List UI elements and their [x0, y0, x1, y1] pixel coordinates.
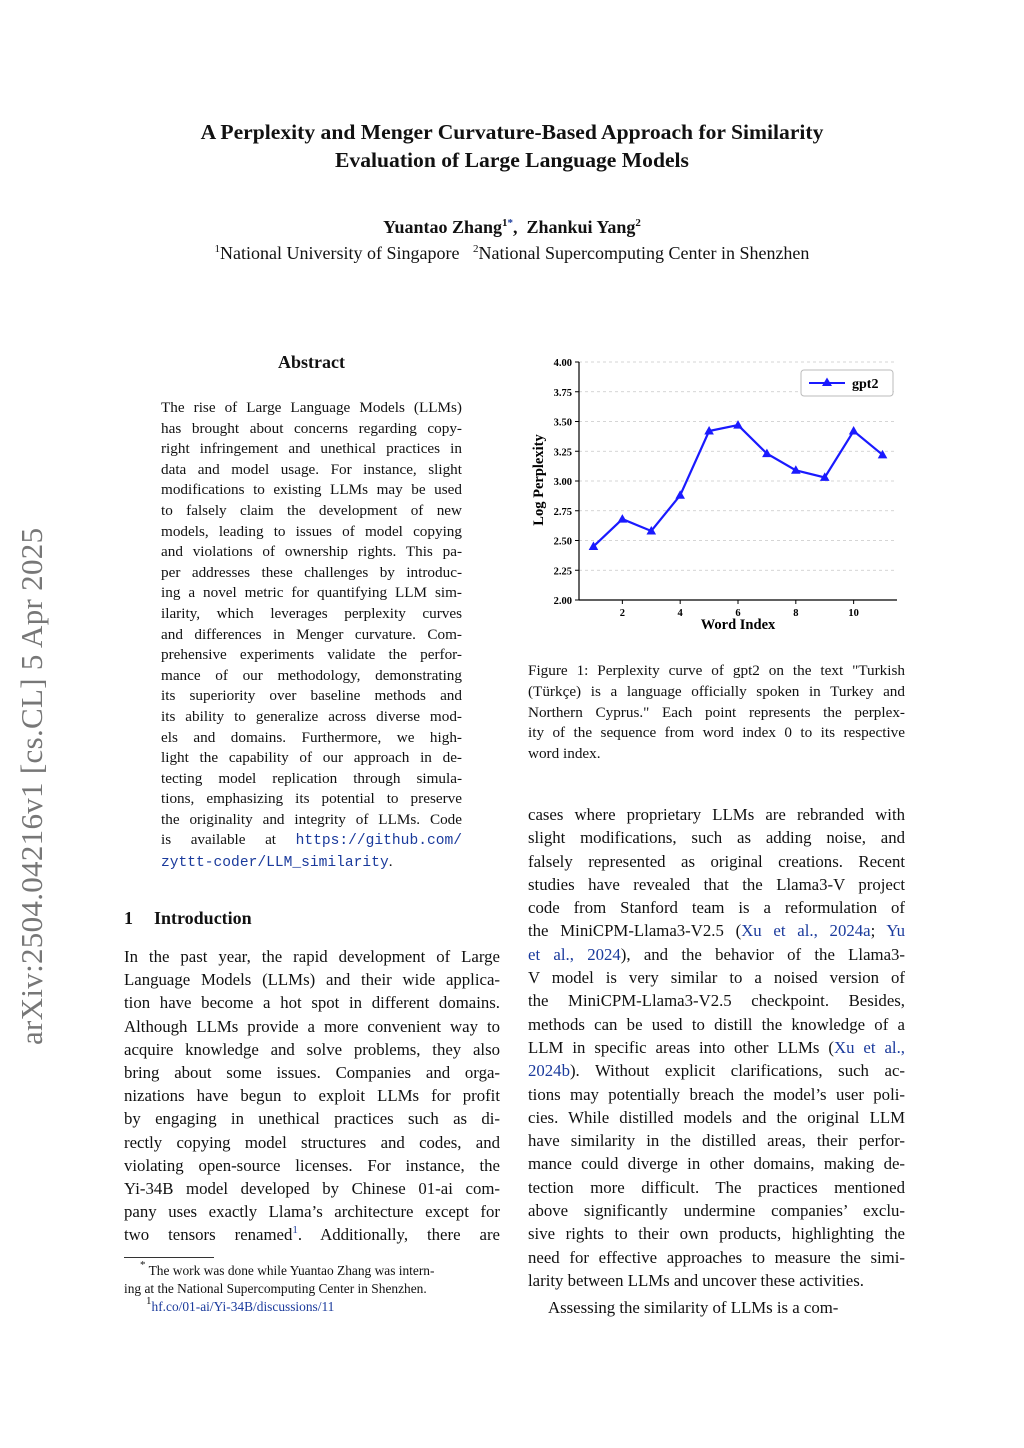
right-line: the MiniCPM-Llama3-V2.5 checkpoint. Besides,: [528, 991, 905, 1011]
chart-grid: [579, 362, 897, 600]
right-line: have similarity in the distilled areas, their perfor-: [528, 1131, 905, 1151]
rc-line6-prefix: the MiniCPM-Llama3-V2.5 (: [528, 921, 742, 941]
intro-last-line: [124, 1223, 500, 1246]
right-line-12: [528, 1059, 905, 1082]
y-tick-label: 3.50: [553, 417, 572, 429]
footnote-1-link[interactable]: hf.co/01-ai/Yi-34B/discussions/11: [151, 1299, 335, 1314]
footnotes: [124, 1259, 500, 1316]
affil-2: National Supercomputing Center in Shenzhen: [478, 243, 810, 263]
rc-line7-suffix: ), and the behavior of the Llama3-: [620, 944, 906, 964]
abstract-line: models, leading to issues of model copying: [161, 522, 462, 540]
citation-xu-2024b-year[interactable]: 2024b: [528, 1061, 570, 1081]
abstract-line: prehensive experiments validate the perfor-: [161, 646, 462, 664]
caption-line: word index.: [528, 745, 601, 763]
right-line: V model is very similar to a noised version of: [528, 968, 905, 988]
y-tick-label: 3.00: [553, 477, 572, 488]
abstract-line: tions, emphasizing its potential to preserve: [161, 790, 462, 808]
footnote-1-mark: 1: [146, 1295, 152, 1307]
y-tick-label: 4.00: [553, 358, 572, 369]
right-line: methods can be used to distill the knowledge of a: [528, 1014, 905, 1034]
footnote-star: [124, 1259, 500, 1280]
caption-line: (Türkçe) is a language officially spoken in Turkey and: [528, 682, 905, 700]
right-next-paragraph: Assessing the similarity of LLMs is a com-: [548, 1298, 839, 1318]
right-line-7: [528, 943, 905, 966]
arxiv-stamp: arXiv:2504.04216v1 [cs.CL] 5 Apr 2025: [14, 527, 49, 1045]
rc-line12-suffix: ). Without explicit clarifications, such ac-: [569, 1061, 905, 1081]
abstract-line: ing a novel metric for quantifying LLM sim-: [161, 584, 462, 602]
right-line: above significantly undermine companies’ exclu-: [528, 1201, 905, 1221]
footnote-star-line-2: ing at the National Supercomputing Center in Shenzhen.: [124, 1281, 427, 1296]
abstract-line: to falsely claim the development of new: [161, 501, 462, 519]
right-line: larity between LLMs and uncover these activities.: [528, 1270, 864, 1290]
abstract-code-suffix: .: [388, 853, 393, 871]
abstract-line: and violations of ownership rights. This pa-: [161, 543, 462, 561]
abstract-line: has brought about concerns regarding copy-: [161, 419, 462, 437]
right-line: slight modifications, such as adding noise, and: [528, 828, 905, 848]
x-tick-label: 2: [619, 608, 625, 619]
citation-xu-2024b[interactable]: Xu et al.,: [833, 1037, 905, 1057]
x-tick-label: 6: [735, 608, 741, 619]
footnote-rule: [124, 1257, 214, 1258]
y-tick-label: 2.50: [553, 536, 572, 548]
section-heading-introduction: [124, 908, 252, 929]
y-tick-labels: [554, 358, 572, 607]
abstract-line: els and domains. Furthermore, we high-: [161, 728, 462, 746]
x-tick-label: 10: [848, 608, 859, 619]
section-title: Introduction: [154, 908, 252, 928]
series-line-gpt2: [593, 425, 882, 546]
affil-1-sup: 1: [214, 243, 221, 255]
citation-yu-2024-etal[interactable]: et al.,: [528, 944, 574, 964]
right-lines-b: [528, 966, 905, 1036]
right-line: cases where proprietary LLMs are rebranded with: [528, 805, 905, 824]
right-line: falsely represented as original creations. Recent: [528, 851, 905, 871]
author-2: Zhankui Yang: [526, 217, 636, 237]
abstract-line: its superiority over baseline methods and: [161, 687, 462, 705]
intro-line: bring about some issues. Companies and orga-: [124, 1063, 500, 1083]
right-lines-a: [528, 803, 905, 919]
right-lines-c: [528, 1083, 905, 1293]
data-point: [618, 514, 628, 523]
figure-caption: [528, 661, 905, 765]
intro-line: Although LLMs provide a more convenient way to: [124, 1016, 500, 1036]
x-tick-label: 4: [677, 608, 683, 619]
abstract-line: light the capability of our approach in de-: [161, 749, 462, 767]
author-1-affil: 1: [501, 217, 508, 229]
y-tick-label: 2.00: [553, 596, 572, 607]
chart-legend: [801, 370, 893, 396]
author-1-footnote-link[interactable]: *: [507, 217, 513, 229]
author-2-affil: 2: [635, 217, 641, 229]
right-line: studies have revealed that the Llama3-V project: [528, 874, 905, 894]
abstract-body: [161, 398, 462, 874]
intro-last-suffix: . Additionally, there are: [297, 1225, 500, 1245]
legend-label-gpt2: gpt2: [852, 377, 879, 392]
abstract-heading: Abstract: [278, 352, 345, 372]
author-1: Yuantao Zhang: [383, 217, 502, 237]
intro-last-prefix: two tensors renamed: [124, 1225, 293, 1245]
intro-line: In the past year, the rapid development of Large: [124, 947, 500, 966]
intro-line: by engaging in unethical practices such as di-: [124, 1109, 500, 1129]
footnote-1-ref[interactable]: 1: [292, 1224, 298, 1237]
chart-axes: [575, 362, 897, 604]
abstract-code-line-2: [161, 852, 462, 874]
caption-line: Northern Cyprus." Each point represents the perplex-: [528, 703, 905, 721]
intro-line: Language Models (LLMs) and their wide applica-: [124, 970, 500, 990]
abstract-line: right infringement and unethical practices in: [161, 440, 462, 458]
abstract-line: the originality and integrity of LLMs. Code: [161, 810, 462, 828]
right-line-11: [528, 1036, 905, 1059]
right-line: tection more difficult. The practices mentioned: [528, 1177, 905, 1197]
perplexity-chart: [527, 354, 907, 634]
x-axis-label: Word Index: [700, 617, 776, 633]
x-tick-label: 8: [793, 608, 799, 619]
right-line: cies. While distilled models and the original LLM: [528, 1107, 905, 1127]
introduction-body: [124, 945, 500, 1247]
abstract-line: data and model usage. For instance, slight: [161, 460, 462, 478]
footnote-1: [124, 1295, 500, 1316]
abstract-line: mance of our methodology, demonstrating: [161, 666, 462, 684]
right-line: tions may potentially breach the model’s user poli-: [528, 1084, 905, 1104]
citation-xu-2024a-year[interactable]: 2024a: [829, 921, 871, 941]
code-link-part-1[interactable]: https://github.com/: [295, 833, 462, 850]
paper-title: [0, 118, 1024, 174]
affil-1: National University of Singapore: [220, 243, 460, 263]
intro-line: acquire knowledge and solve problems, they also: [124, 1039, 500, 1059]
intro-line: nizations have begun to exploit LLMs for profit: [124, 1086, 500, 1106]
y-tick-label: 3.75: [553, 387, 572, 399]
y-tick-label: 2.75: [553, 506, 572, 518]
y-axis-label: Log Perplexity: [531, 434, 547, 526]
caption-line: ity of the sequence from word index 0 to its respective: [528, 724, 905, 742]
y-tick-label: 3.25: [553, 447, 572, 459]
abstract-line: and differences in Menger curvature. Com-: [161, 625, 462, 643]
title-line-2: Evaluation of Large Language Models: [335, 148, 689, 172]
affil-2-sup: 2: [473, 243, 479, 255]
caption-lines: [528, 661, 905, 765]
abstract-line: ilarity, which leverages perplexity curves: [161, 604, 462, 622]
code-link-part-2[interactable]: zyttt-coder/LLM_similarity: [161, 855, 389, 872]
y-tick-label: 2.25: [553, 566, 572, 578]
rc-sep: ;: [870, 921, 876, 941]
intro-line: pany uses exactly Llama’s architecture except for: [124, 1202, 500, 1222]
data-point: [849, 426, 859, 435]
introduction-lines: [124, 945, 500, 1223]
right-line: need for effective approaches to measure the simi-: [528, 1247, 905, 1267]
intro-line: rectly copying model structures and codes, and: [124, 1132, 500, 1152]
abstract-line: per addresses these challenges by introduc-: [161, 563, 462, 581]
rc-line11-prefix: LLM in specific areas into other LLMs (: [528, 1037, 834, 1057]
citation-xu-2024a[interactable]: Xu et al.,: [741, 921, 818, 941]
abstract-line: modifications to existing LLMs may be used: [161, 481, 462, 499]
intro-line: Yi-34B model developed by Chinese 01-ai com-: [124, 1179, 500, 1199]
citation-yu-2024-year[interactable]: 2024: [587, 944, 621, 964]
right-line: sive rights to their own products, highlighting the: [528, 1224, 905, 1244]
abstract-lines: [161, 398, 462, 830]
citation-yu-2024[interactable]: Yu: [886, 921, 906, 941]
author-list: Yuantao Zhang$^{1*}$, Zhankui Yang$^2$: [383, 217, 641, 237]
abstract-line: tecting model replication through simula-: [161, 769, 462, 787]
title-line-1: A Perplexity and Menger Curvature-Based Approach for Similarity: [200, 120, 824, 144]
intro-line: violating open-source licenses. For instance, the: [124, 1155, 500, 1175]
abstract-line: The rise of Large Language Models (LLMs): [161, 399, 462, 416]
right-column-body: [528, 803, 905, 1320]
chart-series: [589, 420, 888, 550]
section-number: 1: [124, 908, 133, 928]
right-line-6: [528, 919, 905, 942]
affiliations: [0, 243, 1024, 264]
right-line: code from Stanford team is a reformulation of: [528, 898, 905, 918]
footnote-star-mark: *: [140, 1259, 146, 1271]
footnote-star-line-1: The work was done while Yuantao Zhang was intern-: [148, 1263, 435, 1278]
abstract-code-prefix: is available at: [161, 831, 277, 849]
abstract-code-line: [161, 830, 462, 852]
abstract-line: its ability to generalize across diverse mod-: [161, 707, 462, 725]
caption-line: Figure 1: Perplexity curve of gpt2 on the text "Turkish: [528, 662, 905, 679]
right-line: mance could diverge in other domains, making de-: [528, 1154, 905, 1174]
data-point: [675, 490, 685, 499]
intro-line: tion have become a hot spot in different domains.: [124, 993, 500, 1013]
